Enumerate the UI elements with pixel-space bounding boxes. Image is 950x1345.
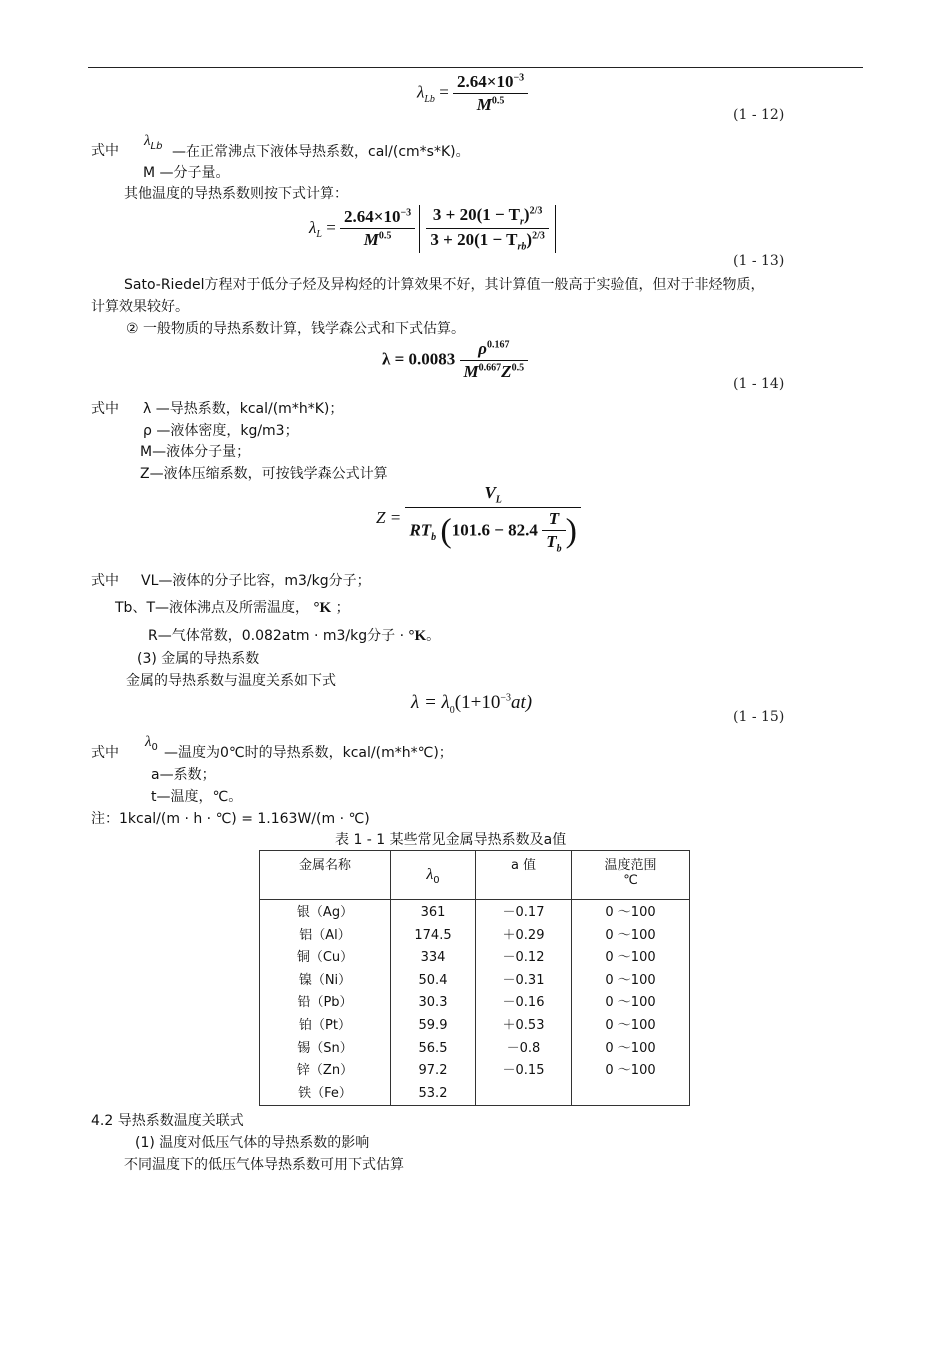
cell-range: 0 ～100 [572, 947, 690, 970]
cell-a: －0.31 [476, 970, 572, 993]
section-4-2-title: 4.2 导热系数温度关联式 [91, 1113, 244, 1129]
def15-t: t—温度，℃。 [151, 789, 243, 805]
table-row [260, 992, 690, 1015]
cell-metal: 锌（Zn） [260, 1060, 391, 1083]
defz-tb-t: Tb、T—液体沸点及所需温度， °K ； [115, 600, 350, 616]
cell-lambda: 174.5 [391, 925, 476, 948]
def-lambda-lb: $\lambda_{Lb}$ [144, 133, 163, 152]
cell-a: ＋0.29 [476, 925, 572, 948]
cell-a: －0.12 [476, 947, 572, 970]
def14-z: Z—液体压缩系数，可按钱学森公式计算 [140, 466, 388, 482]
cell-lambda: 97.2 [391, 1060, 476, 1083]
table-row [260, 900, 690, 925]
def-other-temperature: 其他温度的导热系数则按下式计算： [124, 186, 348, 202]
cell-a: －0.16 [476, 992, 572, 1015]
section-metal-title: (3) 金属的导热系数 [137, 651, 260, 667]
def14-lambda: λ —导热系数，kcal/(m*h*K)； [143, 401, 344, 417]
cell-lambda: 334 [391, 947, 476, 970]
cell-metal: 铜（Cu） [260, 947, 391, 970]
cell-range: 0 ～100 [572, 1038, 690, 1061]
cell-range: 0 ～100 [572, 925, 690, 948]
header-a-value: a 值 [476, 851, 572, 900]
cell-range: 0 ～100 [572, 992, 690, 1015]
equation-z: Z = $V_L$ $RT_b$ (101.6 − 82.4 $\frac{T}{T_b}$ ) [376, 483, 581, 555]
def14-m: M—液体分子量； [140, 444, 251, 460]
defz-r: R—气体常数，0.082atm · m3/kg分子 · °K。 [148, 628, 441, 644]
cell-range: 0 ～100 [572, 1060, 690, 1083]
table-row [260, 1015, 690, 1038]
section-4-2-sub1: (1) 温度对低压气体的导热系数的影响 [135, 1135, 370, 1151]
table-row [260, 925, 690, 948]
def14-prefix: 式中 [91, 401, 119, 417]
equation-number-1-12: (1 - 12) [733, 107, 785, 123]
def-prefix: 式中 [91, 143, 119, 159]
cell-range: 0 ～100 [572, 1015, 690, 1038]
equation-number-1-15: (1 - 15) [733, 709, 785, 725]
cell-lambda: 50.4 [391, 970, 476, 993]
defz-vl: VL—液体的分子比容，m3/kg分子； [141, 573, 371, 589]
cell-metal: 铂（Pt） [260, 1015, 391, 1038]
equation-1-12: $\lambda_{Lb}$ = $\frac{2.64\times 10^{-3}}{M^{0.5}}$ [417, 72, 528, 115]
equation-1-13: $\lambda_L$ = $\frac{2.64\times 10^{-3}}{M^{0.5}}$ $\frac{3 + 20(1 - T_r)^{2/3}}{3 + 20(1 - T_{rb})^{2/3}}$ [309, 205, 556, 253]
table-header-row [260, 851, 690, 900]
table-row [260, 1038, 690, 1061]
item-general-substances: ② 一般物质的导热系数计算，钱学森公式和下式估算。 [126, 321, 465, 337]
cell-metal: 镍（Ni） [260, 970, 391, 993]
def15-a: a—系数； [151, 767, 216, 783]
table-row [260, 1083, 690, 1106]
def-lambda-lb-text: —在正常沸点下液体导热系数，cal/(cm*s*K)。 [172, 144, 470, 160]
equation-number-1-13: (1 - 13) [733, 253, 785, 269]
cell-metal: 铅（Pb） [260, 992, 391, 1015]
equation-1-15: $\lambda = \lambda_0(1+10^{-3}at)$ [411, 692, 533, 716]
table-row [260, 947, 690, 970]
cell-a: －0.17 [476, 900, 572, 925]
header-rule [88, 67, 863, 68]
cell-lambda: 30.3 [391, 992, 476, 1015]
cell-a: －0.8 [476, 1038, 572, 1061]
table-row [260, 970, 690, 993]
cell-a: ＋0.53 [476, 1015, 572, 1038]
cell-lambda: 361 [391, 900, 476, 925]
cell-range: 0 ～100 [572, 900, 690, 925]
equation-number-1-14: (1 - 14) [733, 376, 785, 392]
section-4-2-sub2: 不同温度下的低压气体导热系数可用下式估算 [124, 1157, 404, 1173]
cell-range: 0 ～100 [572, 970, 690, 993]
table-caption: 表 1 - 1 某些常见金属导热系数及a值 [335, 832, 567, 848]
def15-lambda0-text: —温度为0℃时的导热系数，kcal/(m*h*℃)； [164, 745, 453, 761]
header-metal-name: 金属名称 [260, 851, 391, 900]
def15-lambda0: $\lambda_0$ [145, 734, 158, 753]
paragraph-sato-riedel-line1: Sato-Riedel方程对于低分子烃及异构烃的计算效果不好，其计算值一般高于实验值，但对于非烃物质， [124, 277, 765, 293]
cell-lambda: 59.9 [391, 1015, 476, 1038]
cell-a: －0.15 [476, 1060, 572, 1083]
def-molecular-weight: M —分子量。 [143, 165, 230, 181]
paragraph-sato-riedel-line2: 计算效果较好。 [91, 299, 189, 315]
cell-range [572, 1083, 690, 1106]
cell-a [476, 1083, 572, 1106]
cell-metal: 银（Ag） [260, 900, 391, 925]
cell-lambda: 53.2 [391, 1083, 476, 1106]
def14-rho: ρ —液体密度，kg/m3； [143, 423, 299, 439]
metal-conductivity-table [259, 850, 690, 1106]
def15-prefix: 式中 [91, 745, 119, 761]
section-metal-intro: 金属的导热系数与温度关系如下式 [126, 673, 336, 689]
cell-metal: 铁（Fe） [260, 1083, 391, 1106]
equation-1-14: λ = 0.0083 $\frac{\rho^{0.167}}{M^{0.667}Z^{0.5}}$ [382, 339, 528, 382]
unit-note: 注：1kcal/(m · h · ℃) = 1.163W/(m · ℃) [91, 811, 370, 827]
cell-lambda: 56.5 [391, 1038, 476, 1061]
header-lambda0: $\lambda_0$ [391, 851, 476, 900]
cell-metal: 铝（Al） [260, 925, 391, 948]
cell-metal: 锡（Sn） [260, 1038, 391, 1061]
defz-prefix: 式中 [91, 573, 119, 589]
table-row [260, 1060, 690, 1083]
header-temperature-range: 温度范围 ℃ [572, 851, 690, 900]
